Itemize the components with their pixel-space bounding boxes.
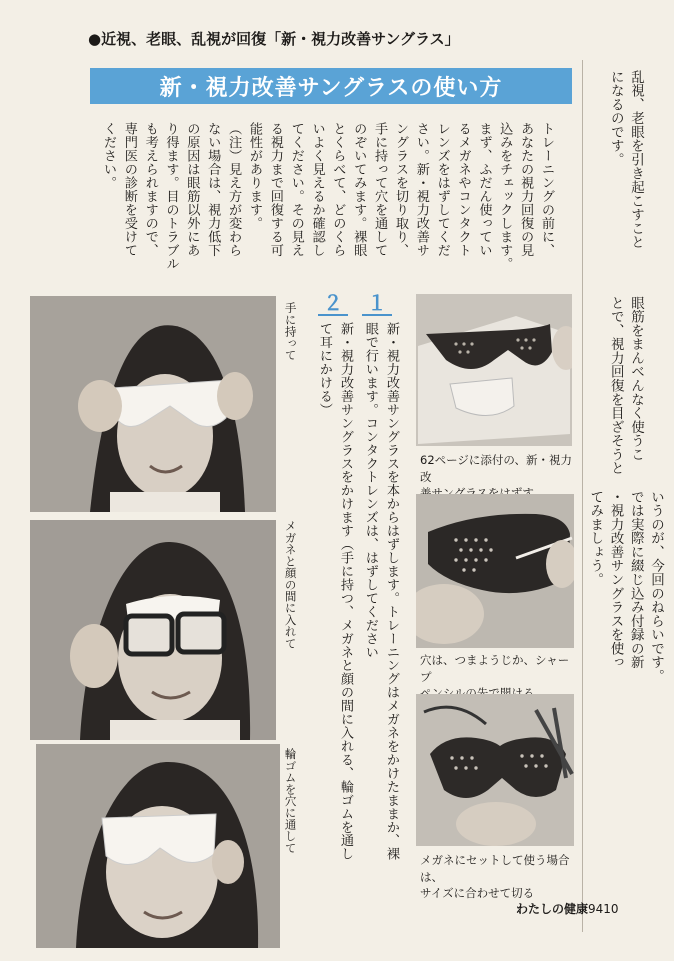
photo-remove-from-book	[416, 294, 572, 446]
intro-line: トレーニングの前に、	[539, 122, 554, 257]
intro-text	[86, 122, 556, 300]
intro-line: 手に持って穴を通して	[372, 122, 388, 257]
intro-line: 込みをチェックします。	[497, 122, 513, 271]
intro-line: いよく見えるか確認し	[309, 122, 325, 257]
step-1-number: １	[362, 292, 392, 316]
photo-glasses	[30, 520, 276, 740]
page-footer	[516, 900, 619, 917]
left-caption-1: 手に持って	[283, 302, 298, 361]
side-text-block-1: 乱視、老眼を引き起こすこと になるのです。	[607, 70, 644, 250]
intro-line: まず、ふだん使ってい	[476, 122, 492, 257]
photo-hand-held	[30, 296, 276, 512]
side-text-block-2: 眼筋をまんべんなく使うこ とで、視力回復を目ざそうと	[607, 296, 644, 476]
right-caption-2: 穴は、つまようじか、シャープ	[420, 653, 570, 684]
title-banner	[90, 68, 572, 104]
issue-number: 9410	[588, 902, 619, 916]
intro-line: さい。新・視力改善サ	[413, 122, 429, 257]
intro-line: （注）見え方が変わら	[226, 122, 242, 257]
intro-line: るメガネやコンタクト	[455, 122, 471, 257]
banner-title: 新・視力改善サングラスの使い方	[159, 75, 503, 101]
intro-line: の原因は眼筋以外にあ	[184, 122, 200, 257]
intro-line: ください。	[100, 122, 116, 190]
intro-line: てください。その見え	[288, 122, 304, 257]
left-caption-2: メガネと顔の間に入れて	[283, 520, 298, 650]
intro-line: のぞいてみます。裸眼	[351, 122, 367, 257]
intro-line: ない場合は、視力低下	[205, 122, 221, 257]
step-2-number: ２	[318, 292, 348, 316]
magazine-name: わたしの健康	[516, 902, 589, 916]
intro-line: とくらべて、どのくら	[330, 122, 346, 257]
step-2-text: 新・視力改善サングラスをかけます（手に持つ、メガネと顔の間に入れる、輪ゴムを通し て耳にかける）	[316, 322, 353, 861]
intro-line: 専門医の診断を受けて	[121, 122, 137, 257]
left-caption-3: 輪ゴムを穴に通して	[283, 748, 298, 854]
section-header: ●近視、老眼、乱視が回復「新・視力改善サングラス」	[88, 30, 460, 48]
intro-line: レンズをはずしてくだ	[434, 122, 450, 257]
right-caption-1: 62ページに添付の、新・視力改	[420, 453, 572, 484]
intro-line: り得ます。目のトラブル	[163, 122, 179, 271]
side-text-block-3: いうのが、今回のねらいです。 では実際に綴じ込み付録の新 ・視力改善サングラスを使っ てみましょう。	[587, 490, 664, 683]
intro-line: 能性があります。	[246, 122, 262, 230]
photo-rubber-band	[36, 744, 280, 948]
right-caption-3: メガネにセットして使う場合は、 サイズに合わせて切る	[420, 853, 570, 901]
intro-line: も考えられますので、	[142, 122, 158, 257]
photo-cut-for-glasses	[416, 694, 574, 846]
photo-pierce-holes	[416, 494, 574, 648]
intro-line: ングラスを切り取り、	[392, 122, 408, 257]
intro-line: あなたの視力回復の見	[518, 122, 534, 257]
step-1-text: 新・視力改善サングラスを本からはずします。トレーニングはメガネをかけたままか、裸 眼で行います。コンタクトレンズは、はずしてください	[362, 322, 399, 861]
intro-line: る視力まで回復する可	[267, 122, 283, 257]
